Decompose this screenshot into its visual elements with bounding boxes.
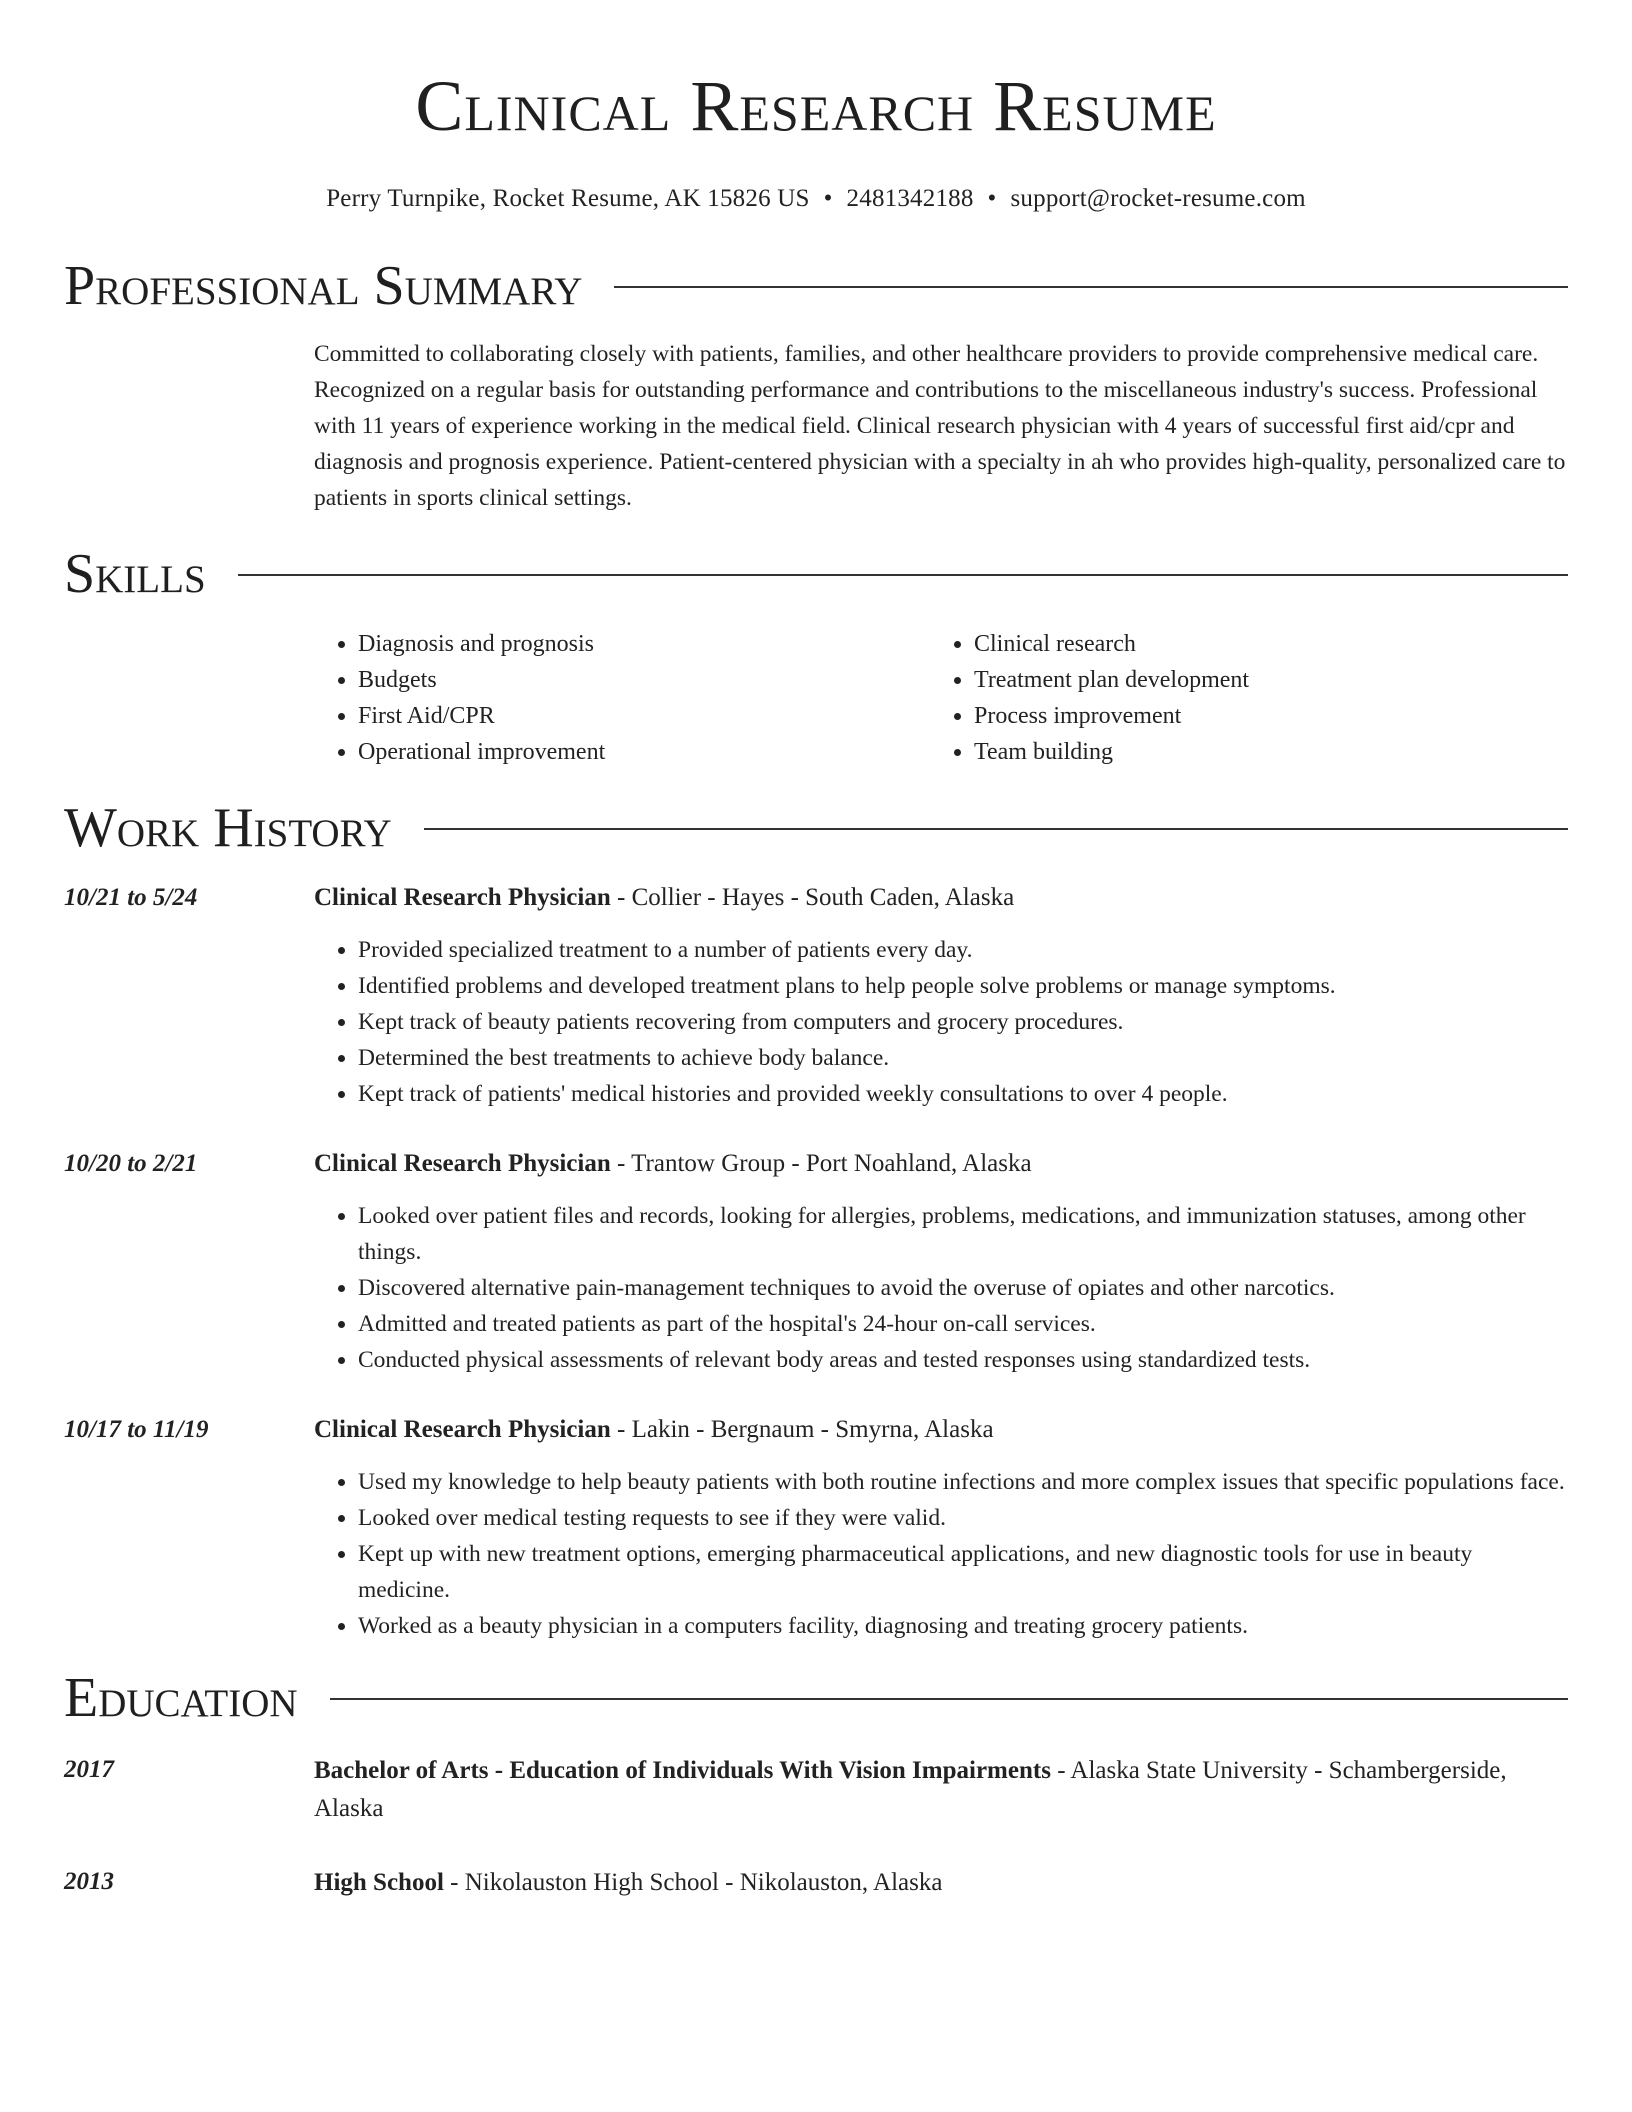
job-bullet: • Conducted physical assessments of relevant body areas and tested responses using standardized tests. <box>358 1342 1568 1378</box>
job-bullet: • Admitted and treated patients as part of the hospital's 24-hour on-call services. <box>358 1306 1568 1342</box>
education-degree: High School <box>314 1869 444 1896</box>
education-degree: Bachelor of Arts - Education of Individuals With Vision Impairments <box>314 1757 1051 1784</box>
summary-text: Committed to collaborating closely with patients, families, and other healthcare providers to provide comprehensive medical care. Recognized on a regular basis for outstanding performance and contributions to the miscellaneous industry's success. Professional with 11 years of experience working in the medical field. Clinical research physician with 4 years of successful first aid/cpr and diagnosis and prognosis experience. Patient-centered physician with a specialty in ah who provides high-quality, personalized care to patients in sports clinical settings. <box>314 341 1566 511</box>
skills-columns <box>314 626 1568 770</box>
job-heading <box>314 880 1568 916</box>
summary-section <box>64 254 1568 516</box>
skill-item: • Treatment plan development <box>974 662 1546 698</box>
job-title: Clinical Research Physician <box>314 1416 611 1443</box>
job-bullets <box>314 932 1568 1112</box>
job-heading <box>314 1412 1568 1448</box>
job-bullet: • Used my knowledge to help beauty patients with both routine infections and more complex issues that specific populations face. <box>358 1464 1568 1500</box>
contact-separator: • <box>823 185 833 212</box>
contact-separator: • <box>987 185 997 212</box>
education-entry <box>64 1752 1568 1828</box>
education-year: 2013 <box>64 1868 114 1895</box>
skill-item: • Team building <box>974 734 1546 770</box>
education-year: 2017 <box>64 1756 114 1783</box>
work-section <box>64 796 1568 1644</box>
job-bullet: • Worked as a beauty physician in a computers facility, diagnosing and treating grocery patients. <box>358 1608 1568 1644</box>
job-bullet: • Determined the best treatments to achieve body balance. <box>358 1040 1568 1076</box>
job-bullet: • Identified problems and developed treatment plans to help people solve problems or manage symptoms. <box>358 968 1568 1004</box>
job-details: - Trantow Group - Port Noahland, Alaska <box>610 1150 1032 1177</box>
summary-heading: Professional Summary <box>64 255 583 317</box>
skills-section <box>64 542 1568 770</box>
job-heading <box>314 1146 1568 1182</box>
contact-email: support@rocket-resume.com <box>1010 185 1306 212</box>
contact-phone: 2481342188 <box>846 185 974 212</box>
job-bullet: • Provided specialized treatment to a number of patients every day. <box>358 932 1568 968</box>
job-title: Clinical Research Physician <box>314 884 611 911</box>
resume-title: Clinical Research Resume <box>415 66 1217 146</box>
skills-list-right <box>930 626 1546 770</box>
summary-header <box>64 254 1568 318</box>
section-divider <box>330 1698 1568 1700</box>
skills-heading: Skills <box>64 543 206 605</box>
work-heading: Work History <box>64 797 392 859</box>
education-body <box>314 1864 1568 1902</box>
job-entry <box>64 1412 1568 1644</box>
job-entry <box>64 1146 1568 1378</box>
education-details: - Nikolauston High School - Nikolauston, Alaska <box>443 1869 943 1896</box>
job-details: - Collier - Hayes - South Caden, Alaska <box>610 884 1015 911</box>
skill-item: • Process improvement <box>974 698 1546 734</box>
education-header <box>64 1666 1568 1730</box>
job-date: 10/20 to 2/21 <box>64 1150 198 1177</box>
skill-item: • Budgets <box>358 662 930 698</box>
job-details: - Lakin - Bergnaum - Smyrna, Alaska <box>610 1416 994 1443</box>
job-bullet: • Looked over patient files and records, looking for allergies, problems, medications, and immunization statuses, among other things. <box>358 1198 1568 1270</box>
work-header <box>64 796 1568 860</box>
skill-item: • Diagnosis and prognosis <box>358 626 930 662</box>
skill-item: • Clinical research <box>974 626 1546 662</box>
contact-address: Perry Turnpike, Rocket Resume, AK 15826 US <box>326 185 810 212</box>
skill-item: • First Aid/CPR <box>358 698 930 734</box>
job-body <box>314 1412 1568 1644</box>
section-divider <box>614 286 1568 288</box>
job-bullets <box>314 1464 1568 1644</box>
job-bullets <box>314 1198 1568 1378</box>
job-date: 10/17 to 11/19 <box>64 1416 209 1443</box>
job-title: Clinical Research Physician <box>314 1150 611 1177</box>
skills-header <box>64 542 1568 606</box>
skills-list-left <box>314 626 930 770</box>
education-entry <box>64 1864 1568 1902</box>
education-body <box>314 1752 1568 1828</box>
job-bullet: • Discovered alternative pain-management techniques to avoid the overuse of opiates and other narcotics. <box>358 1270 1568 1306</box>
job-body <box>314 880 1568 1112</box>
section-divider <box>424 828 1568 830</box>
skill-item: • Operational improvement <box>358 734 930 770</box>
education-details: - Alaska State University - Schambergerside, Alaska <box>314 1757 1507 1822</box>
job-bullet: • Kept up with new treatment options, emerging pharmaceutical applications, and new diagnostic tools for use in beauty medicine. <box>358 1536 1568 1608</box>
contact-line <box>64 184 1568 214</box>
job-entry <box>64 880 1568 1112</box>
section-divider <box>238 574 1568 576</box>
job-bullet: • Kept track of patients' medical histories and provided weekly consultations to over 4 people. <box>358 1076 1568 1112</box>
education-heading: Education <box>64 1667 298 1729</box>
education-section <box>64 1666 1568 1902</box>
job-date: 10/21 to 5/24 <box>64 884 198 911</box>
job-bullet: • Looked over medical testing requests to see if they were valid. <box>358 1500 1568 1536</box>
job-bullet: • Kept track of beauty patients recovering from computers and grocery procedures. <box>358 1004 1568 1040</box>
job-body <box>314 1146 1568 1378</box>
